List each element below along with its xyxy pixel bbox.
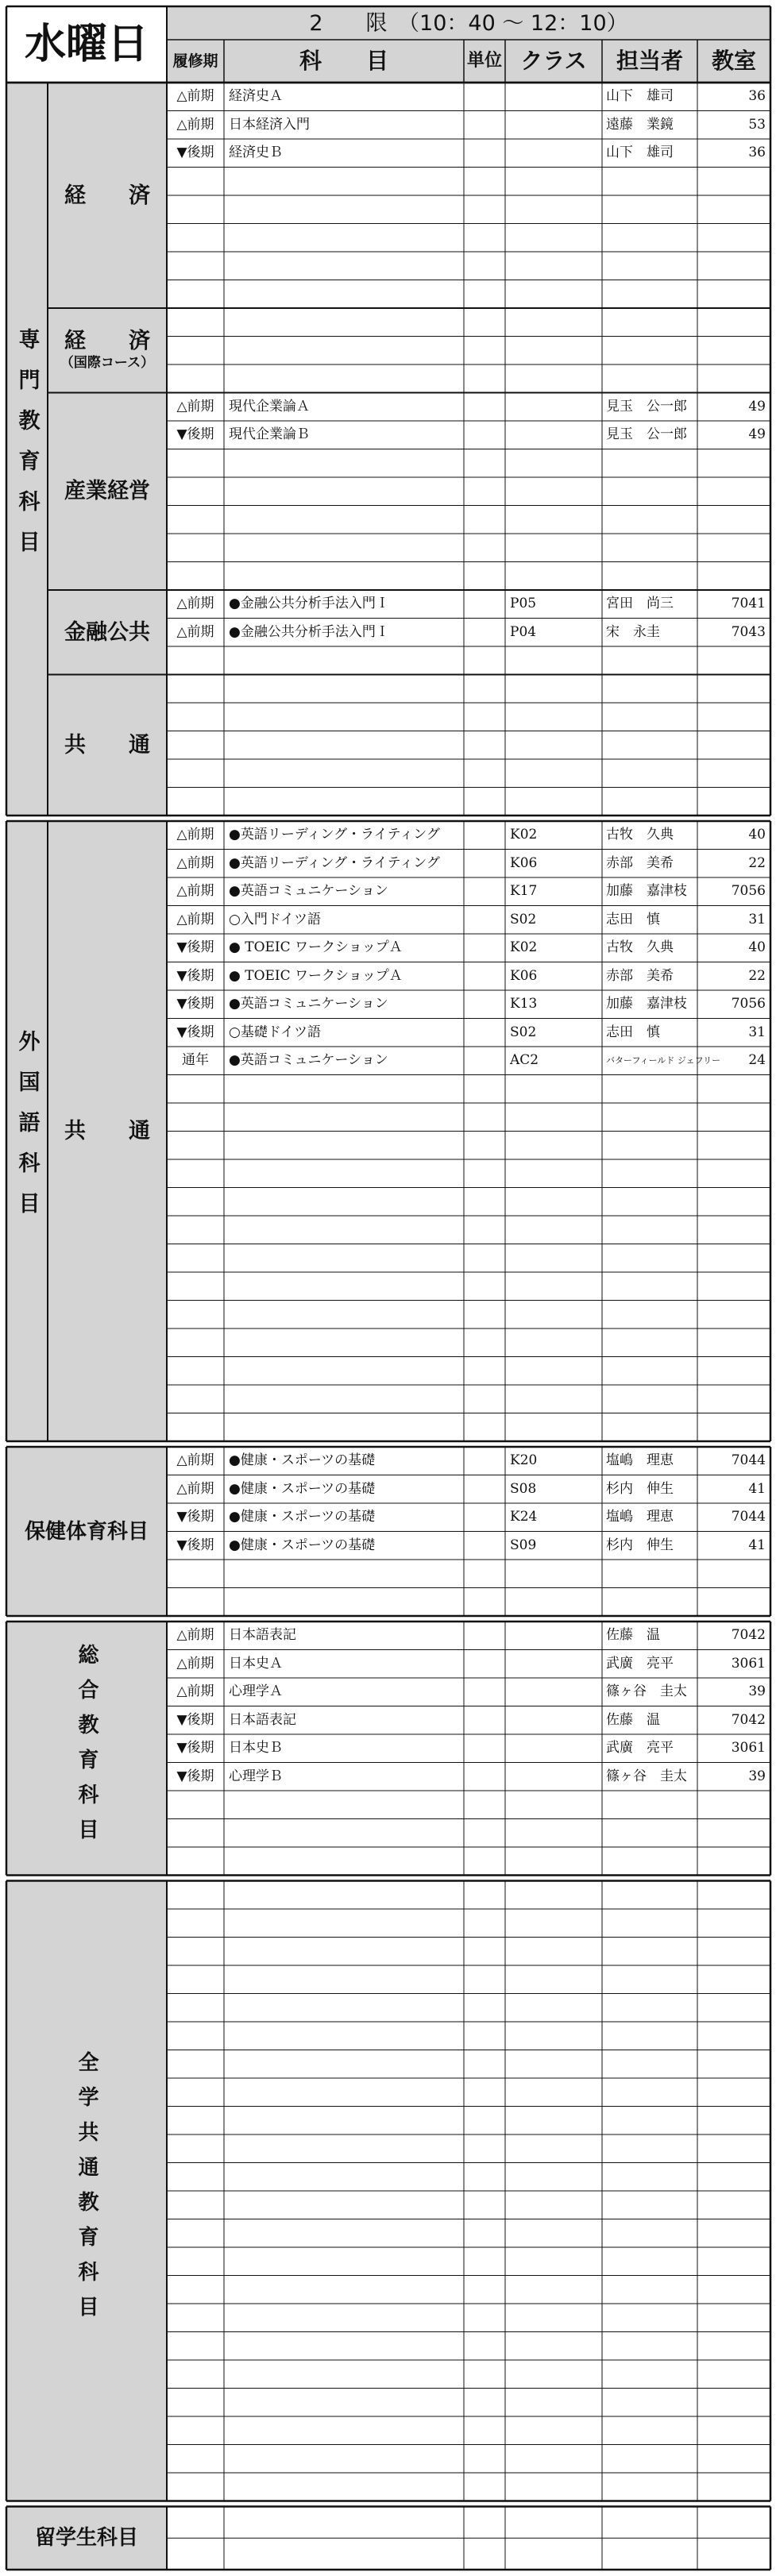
course-room: 7041	[731, 596, 766, 612]
course-term: ▼後期	[176, 1768, 214, 1784]
course-room: 53	[748, 116, 766, 133]
course-room: 40	[748, 827, 766, 843]
category-label: 専門教育科目	[14, 327, 40, 571]
course-subject: ●英語コミュニケーション	[229, 883, 388, 900]
course-room: 7043	[731, 623, 766, 640]
course-teacher: 塩嶋 理恵	[606, 1509, 674, 1525]
course-class: P04	[510, 623, 537, 640]
course-teacher: 志田 慎	[606, 1024, 660, 1040]
course-subject: ●健康・スポーツの基礎	[229, 1452, 376, 1469]
course-subject: 日本史Ｂ	[229, 1740, 283, 1757]
course-term: △前期	[176, 911, 214, 927]
period-title: 2 限 （10：40 〜 12：10）	[309, 10, 628, 36]
course-subject: 心理学Ａ	[229, 1683, 283, 1700]
course-teacher: 武廣 亮平	[606, 1740, 674, 1757]
group-label-sub: （国際コース）	[60, 355, 155, 372]
course-subject: 日本経済入門	[229, 116, 310, 133]
course-term: ▼後期	[176, 1740, 214, 1757]
column-header-term: 履修期	[172, 52, 218, 70]
course-teacher: 佐藤 温	[606, 1711, 660, 1728]
course-subject: ●英語コミュニケーション	[229, 996, 388, 1012]
course-teacher: バターフィールド ジェフリー	[606, 1055, 721, 1066]
course-class: S02	[510, 911, 537, 927]
course-teacher: 宋 永圭	[606, 623, 660, 640]
course-room: 49	[748, 398, 766, 415]
course-subject: 経済史Ａ	[229, 88, 283, 105]
course-class: K06	[510, 967, 538, 984]
category-label: 全学共通教育科目	[75, 2051, 98, 2331]
course-term: △前期	[176, 596, 214, 612]
course-class	[505, 139, 602, 168]
course-teacher: 山下 雄司	[606, 145, 674, 161]
course-subject: 現代企業論Ｂ	[229, 426, 310, 443]
course-term: △前期	[176, 88, 214, 105]
course-subject: ●金融公共分析手法入門Ｉ	[229, 623, 389, 640]
course-class: P05	[510, 596, 537, 612]
group-label: 経 済	[64, 183, 150, 208]
course-room: 7044	[731, 1452, 766, 1469]
course-class: K17	[510, 883, 538, 900]
group-label-main: 経 済	[64, 329, 150, 354]
course-term: ▼後期	[176, 426, 214, 443]
course-teacher: 塩嶋 理恵	[606, 1452, 674, 1469]
course-teacher: 赤部 美希	[606, 967, 674, 984]
course-teacher: 志田 慎	[606, 911, 660, 927]
course-subject: ○入門ドイツ語	[229, 911, 321, 927]
course-term: △前期	[176, 854, 214, 871]
course-room: 36	[748, 88, 766, 105]
column-header-teacher: 担当者	[616, 48, 683, 74]
course-subject: 日本語表記	[229, 1711, 296, 1728]
course-term: ▼後期	[176, 1509, 214, 1525]
course-teacher: 篠ヶ谷 圭太	[606, 1683, 687, 1700]
course-subject: ●英語リーディング・ライティング	[229, 854, 440, 871]
course-room: 31	[748, 1024, 766, 1040]
course-term: △前期	[176, 1683, 214, 1700]
course-class: K13	[510, 996, 538, 1012]
course-room: 22	[748, 854, 766, 871]
course-class	[505, 393, 602, 422]
course-class	[505, 421, 602, 449]
course-class	[505, 1763, 602, 1791]
course-room: 49	[748, 426, 766, 443]
course-room: 7042	[731, 1711, 766, 1728]
course-teacher: 古牧 久典	[606, 827, 674, 843]
course-teacher: 見玉 公一郎	[606, 426, 687, 443]
course-teacher: 加藤 嘉津枝	[606, 996, 687, 1012]
course-room: 39	[748, 1683, 766, 1700]
course-room: 7044	[731, 1509, 766, 1525]
category-label: 保健体育科目	[24, 1519, 149, 1544]
course-room: 24	[748, 1052, 766, 1069]
course-term: △前期	[176, 623, 214, 640]
course-subject: 日本史Ａ	[229, 1655, 283, 1672]
course-class	[505, 1622, 602, 1650]
course-class	[505, 1678, 602, 1706]
column-header-class: クラス	[520, 48, 587, 74]
course-term: ▼後期	[176, 1024, 214, 1040]
course-subject: 経済史Ｂ	[229, 145, 283, 161]
course-class	[505, 83, 602, 111]
course-term: △前期	[176, 1655, 214, 1672]
course-room: 3061	[731, 1740, 766, 1757]
course-term: △前期	[176, 883, 214, 900]
course-subject: ●健康・スポーツの基礎	[229, 1509, 376, 1525]
group-label: 産業経営	[64, 479, 150, 504]
course-class: K02	[510, 827, 538, 843]
course-room: 31	[748, 911, 766, 927]
course-subject: ●健康・スポーツの基礎	[229, 1480, 376, 1497]
course-class: AC2	[510, 1052, 539, 1069]
column-header-subject: 科 目	[299, 48, 388, 74]
course-teacher: 武廣 亮平	[606, 1655, 674, 1672]
course-term: ▼後期	[176, 996, 214, 1012]
course-class	[505, 1706, 602, 1735]
course-subject: ●金融公共分析手法入門Ｉ	[229, 596, 389, 612]
course-subject: 現代企業論Ａ	[229, 398, 310, 415]
course-room: 7056	[731, 883, 766, 900]
course-subject: 日本語表記	[229, 1627, 296, 1644]
course-teacher: 赤部 美希	[606, 854, 674, 871]
course-room: 7056	[731, 996, 766, 1012]
group-label: 共 通	[64, 1119, 150, 1143]
course-class	[505, 1650, 602, 1679]
course-teacher: 佐藤 温	[606, 1627, 660, 1644]
course-term: ▼後期	[176, 1537, 214, 1553]
course-teacher: 篠ヶ谷 圭太	[606, 1768, 687, 1784]
course-class	[505, 111, 602, 140]
course-term: △前期	[176, 1452, 214, 1469]
course-term: ▼後期	[176, 145, 214, 161]
group-label: 金融公共	[64, 619, 150, 645]
course-class: K20	[510, 1452, 538, 1469]
course-subject: ● TOEIC ワークショップＡ	[229, 939, 403, 956]
course-room: 3061	[731, 1655, 766, 1672]
course-term: ▼後期	[176, 967, 214, 984]
course-subject: ● TOEIC ワークショップＡ	[229, 967, 403, 984]
course-class	[505, 1734, 602, 1763]
course-term: 通年	[182, 1052, 209, 1069]
course-subject: ●英語リーディング・ライティング	[229, 827, 440, 843]
course-room: 36	[748, 145, 766, 161]
course-teacher: 遠藤 業鏡	[606, 116, 674, 133]
course-class: S09	[510, 1537, 537, 1553]
course-teacher: 加藤 嘉津枝	[606, 883, 687, 900]
course-term: △前期	[176, 1480, 214, 1497]
course-term: ▼後期	[176, 1711, 214, 1728]
course-room: 7042	[731, 1627, 766, 1644]
course-term: △前期	[176, 827, 214, 843]
course-teacher: 杉内 伸生	[606, 1537, 674, 1553]
course-term: △前期	[176, 1627, 214, 1644]
course-teacher: 杉内 伸生	[606, 1480, 674, 1497]
course-teacher: 山下 雄司	[606, 88, 674, 105]
course-room: 40	[748, 939, 766, 956]
course-room: 39	[748, 1768, 766, 1784]
course-room: 41	[748, 1480, 766, 1497]
course-teacher: 見玉 公一郎	[606, 398, 687, 415]
column-header-credits: 単位	[466, 51, 502, 71]
course-class: K24	[510, 1509, 538, 1525]
course-subject: ○基礎ドイツ語	[229, 1024, 321, 1040]
course-term: △前期	[176, 398, 214, 415]
course-teacher: 古牧 久典	[606, 939, 674, 956]
column-header-room: 教室	[711, 48, 756, 74]
course-class: S02	[510, 1024, 537, 1040]
category-label: 留学生科目	[34, 2526, 138, 2551]
category-label: 外国語科目	[14, 1030, 40, 1232]
course-class: S08	[510, 1480, 537, 1497]
course-room: 22	[748, 967, 766, 984]
course-class: K06	[510, 854, 538, 871]
course-term: △前期	[176, 116, 214, 133]
course-term: ▼後期	[176, 939, 214, 956]
course-teacher: 宮田 尚三	[606, 596, 674, 612]
course-subject: ●健康・スポーツの基礎	[229, 1537, 376, 1553]
course-subject: ●英語コミュニケーション	[229, 1052, 388, 1069]
course-room: 41	[748, 1537, 766, 1553]
group-label	[48, 308, 167, 393]
category-label: 総合教育科目	[75, 1643, 98, 1853]
group-label: 共 通	[64, 732, 150, 758]
course-subject: 心理学Ｂ	[229, 1768, 283, 1784]
day-title: 水曜日	[24, 21, 149, 68]
course-class: K02	[510, 939, 538, 956]
